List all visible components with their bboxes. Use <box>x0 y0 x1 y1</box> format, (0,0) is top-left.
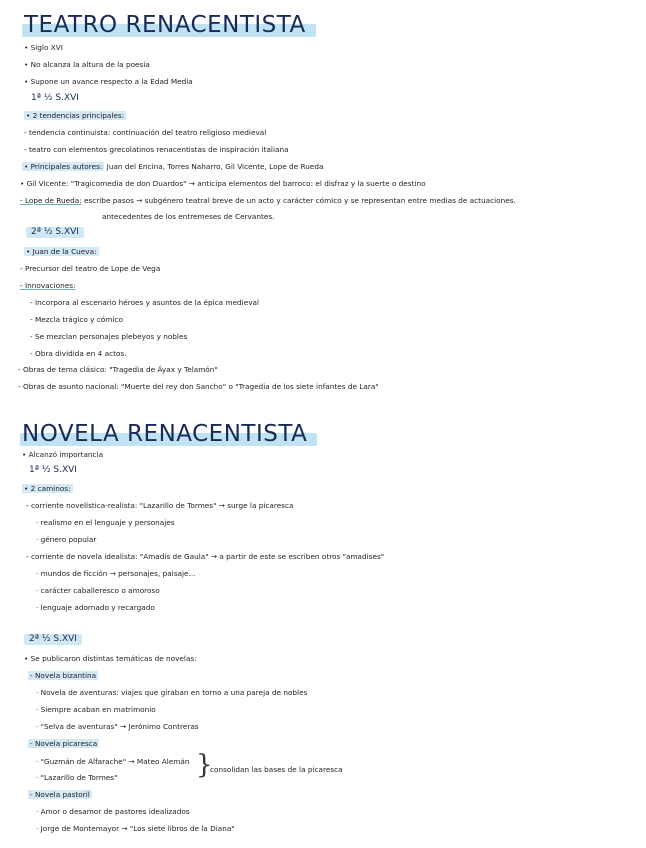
teatro-line-2: • No alcanza la altura de la poesía <box>24 60 150 69</box>
picaresca-brace: } <box>196 750 213 780</box>
teatro-line-1: • Siglo XVI <box>24 43 63 52</box>
lope-line <box>20 196 516 206</box>
pastoril-item-1: · Amor o desamor de pastores idealizados <box>36 807 190 816</box>
caminos-heading <box>22 484 73 494</box>
tendencias-text: • 2 tendencias principales: <box>26 111 125 120</box>
tendencia-item-1: - tendencia continuista: continuación del teatro religioso medieval <box>24 128 267 137</box>
teatro-title-text: TEATRO RENACENTISTA <box>24 12 306 38</box>
novela-subheading-1: 1ª ½ S.XVI <box>29 465 77 475</box>
pastoril-label: - Novela pastoril <box>30 790 90 799</box>
cueva-item-2 <box>20 281 76 291</box>
cueva-text: • Juan de la Cueva: <box>26 247 97 256</box>
innovacion-item-1: - Incorpora al escenario héroes y asuntos de la épica medieval <box>30 298 260 307</box>
idealista-item-1: · mundos de ficción → personajes, paisaje... <box>36 569 196 578</box>
novela-subheading-2: 2ª ½ S.XVI <box>24 634 82 645</box>
bizantina-item-3: · "Selva de aventuras" → Jerónimo Contreras <box>36 722 199 731</box>
lope-text: escribe pasos → subgénero teatral breve de un acto y carácter cómico y se representan entre medias de actuaciones. <box>81 196 516 205</box>
pastoril-item-2: · Jorge de Montemayor → "Los siete libros de la Diana" <box>36 824 235 833</box>
lope-label: - Lope de Rueda: <box>20 196 82 205</box>
innovacion-item-4: - Obra dividida en 4 actos. <box>30 349 127 358</box>
realista-item-1: · realismo en el lenguaje y personajes <box>36 518 175 527</box>
teatro-subheading-2: 2ª ½ S.XVI <box>26 227 84 238</box>
idealista-line: - corriente de novela idealista: "Amadís de Gaula" → a partir de este se escriben otros "amadises" <box>26 552 385 561</box>
gil-vicente-line: • Gil Vicente: "Tragicomedia de don Duardos" → anticipa elementos del barroco: el disfraz y la suerte o destino <box>20 179 426 188</box>
novela-intro: • Alcanzó importancia <box>22 450 104 459</box>
picaresca-item-2: · "Lazarillo de Tormes" <box>36 773 118 782</box>
realista-line: - corriente novelística-realista: "Lazarillo de Tormes" → surge la picaresca <box>26 501 294 510</box>
bizantina-label: - Novela bizantina <box>30 671 97 680</box>
innovaciones-label: - Innovaciones: <box>20 281 76 290</box>
picaresca-item-1: · "Guzmán de Alfarache" → Mateo Alemán <box>36 757 190 766</box>
novela-title-text: NOVELA RENACENTISTA <box>22 421 308 447</box>
autores-text: Juan del Encina, Torres Naharro, Gil Vicente, Lope de Rueda <box>104 162 324 171</box>
lope-continuation: antecedentes de los entremeses de Cervantes. <box>102 212 275 221</box>
obras-clasico: - Obras de tema clásico: "Tragedia de Áyax y Telamón" <box>18 365 218 374</box>
teatro-subheading-1: 1ª ½ S.XVI <box>31 93 79 103</box>
tematicas-line: • Se publicaron distintas temáticas de novelas: <box>24 654 197 663</box>
pastoril-heading <box>28 790 92 800</box>
picaresca-note: consolidan las bases de la picaresca <box>210 765 343 774</box>
autores-line <box>22 162 323 172</box>
tendencias-heading <box>24 111 126 121</box>
teatro-title <box>24 14 306 37</box>
cueva-heading <box>24 247 99 257</box>
caminos-text: • 2 caminos: <box>24 484 71 493</box>
novela-title <box>22 423 307 446</box>
realista-item-2: · género popular <box>36 535 97 544</box>
teatro-line-3: • Supone un avance respecto a la Edad Media <box>24 77 193 86</box>
picaresca-label: - Novela picaresca <box>30 739 98 748</box>
autores-label: • Principales autores: <box>24 162 103 171</box>
cueva-item-1: - Precursor del teatro de Lope de Vega <box>20 264 161 273</box>
bizantina-heading <box>28 671 98 681</box>
idealista-item-3: · lenguaje adornado y recargado <box>36 603 155 612</box>
idealista-item-2: · carácter caballeresco o amoroso <box>36 586 160 595</box>
obras-nacional: - Obras de asunto nacional: "Muerte del rey don Sancho" o "Tragedia de los siete infantes de Lara" <box>18 382 379 391</box>
innovacion-item-3: - Se mezclan personajes plebeyos y nobles <box>30 332 188 341</box>
tendencia-item-2: - teatro con elementos grecolatinos renacentistas de inspiración italiana <box>24 145 289 154</box>
bizantina-item-2: · Siempre acaban en matrimonio <box>36 705 156 714</box>
picaresca-heading <box>28 739 99 749</box>
innovacion-item-2: - Mezcla trágico y cómico <box>30 315 123 324</box>
bizantina-item-1: · Novela de aventuras: viajes que giraban en torno a una pareja de nobles <box>36 688 308 697</box>
